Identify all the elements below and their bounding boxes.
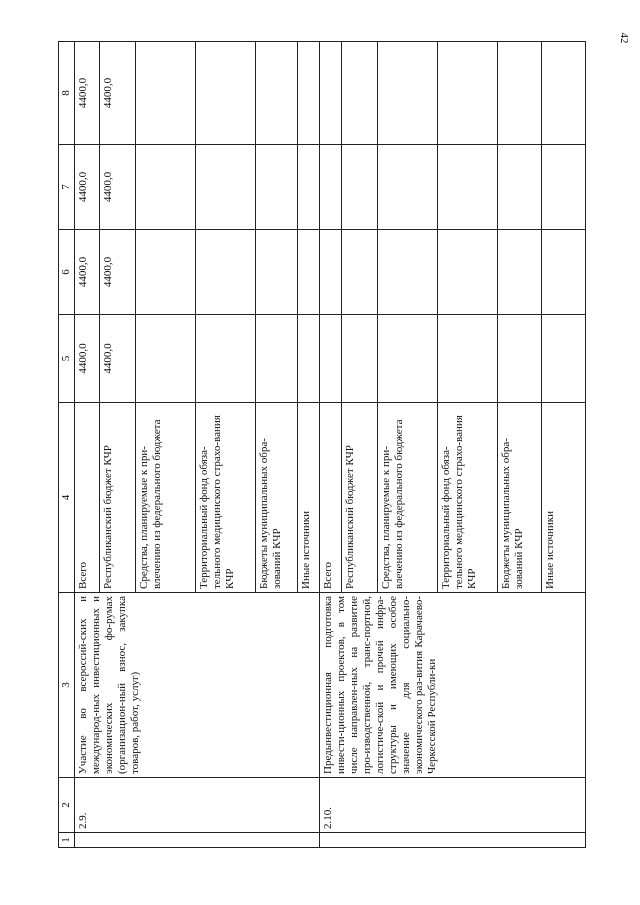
item-code: 2.10. [320,778,586,833]
col-header-8: 8 [59,42,75,145]
header-row [59,42,75,848]
value-cell [498,315,542,403]
value-cell [438,42,498,145]
funding-source: Средства, планируемые к при-влечению из федерального бюджета [136,403,196,593]
value-cell [320,42,342,145]
col-header-2: 2 [59,778,75,833]
value-cell [196,315,256,403]
funding-source: Средства, планируемые к при-влечению из федерального бюджета [378,403,438,593]
col-header-7: 7 [59,145,75,230]
funding-source: Всего [320,403,342,593]
col-header-3: 3 [59,593,75,778]
value-cell [542,42,586,145]
value-cell [438,145,498,230]
value-cell [542,230,586,315]
value-cell [342,315,378,403]
value-cell [498,145,542,230]
funding-source: Республиканский бюджет КЧР [100,403,136,593]
funding-source: Территориальный фонд обяза-тельного медицинского страхо-вания КЧР [196,403,256,593]
value-cell [320,145,342,230]
funding-source: Иные источники [298,403,320,593]
value-cell [256,145,298,230]
value-cell [438,315,498,403]
value-cell: 4400,0 [75,230,100,315]
value-cell [196,145,256,230]
value-cell: 4400,0 [75,145,100,230]
col-header-1: 1 [59,833,75,848]
value-cell [320,315,342,403]
value-cell [256,230,298,315]
funding-source: Бюджеты муниципальных обра-зований КЧР [256,403,298,593]
item-description: Предынвестиционная подготовка инвести-ционных проектов, в том числе направлен-ных на развитие про-изводственной, транс-портной, логистиче-ской и прочей инфра-структуры и имеющих особое значение для социально-экономического раз-вития Карачаево-Черкесской Республи-ки [320,593,586,778]
value-cell [298,145,320,230]
funding-source: Бюджеты муниципальных обра-зований КЧР [498,403,542,593]
value-cell [196,230,256,315]
value-cell [378,230,438,315]
item-code: 2.9. [75,778,320,833]
value-cell [342,145,378,230]
item-description: Участие во всероссий-ских и международ-ных инвестиционных и экономических фо-румах (организацион-ный взнос, закупка товаров, работ, услуг) [75,593,320,778]
rotated-table-container [58,42,638,848]
value-cell [298,42,320,145]
table-row [75,42,100,848]
value-cell [256,42,298,145]
funding-source: Территориальный фонд обяза-тельного медицинского страхо-вания КЧР [438,403,498,593]
value-cell [378,315,438,403]
col-header-5: 5 [59,315,75,403]
value-cell [542,145,586,230]
value-cell [498,230,542,315]
value-cell [378,145,438,230]
value-cell [378,42,438,145]
value-cell [136,230,196,315]
value-cell [542,315,586,403]
funding-source: Иные источники [542,403,586,593]
funding-source: Всего [75,403,100,593]
value-cell [298,230,320,315]
value-cell [136,315,196,403]
value-cell [320,230,342,315]
row-index-cell [320,833,586,848]
value-cell [498,42,542,145]
value-cell [136,42,196,145]
value-cell: 4400,0 [100,42,136,145]
row-index-cell [75,833,320,848]
value-cell [342,230,378,315]
page-number: 42 [618,32,630,44]
value-cell: 4400,0 [75,42,100,145]
value-cell: 4400,0 [100,315,136,403]
value-cell [256,315,298,403]
value-cell [196,42,256,145]
value-cell: 4400,0 [100,145,136,230]
value-cell [438,230,498,315]
table-row [320,42,342,848]
value-cell: 4400,0 [100,230,136,315]
col-header-4: 4 [59,403,75,593]
value-cell [342,42,378,145]
value-cell: 4400,0 [75,315,100,403]
funding-source: Республиканский бюджет КЧР [342,403,378,593]
col-header-6: 6 [59,230,75,315]
budget-table [58,41,586,848]
value-cell [298,315,320,403]
value-cell [136,145,196,230]
